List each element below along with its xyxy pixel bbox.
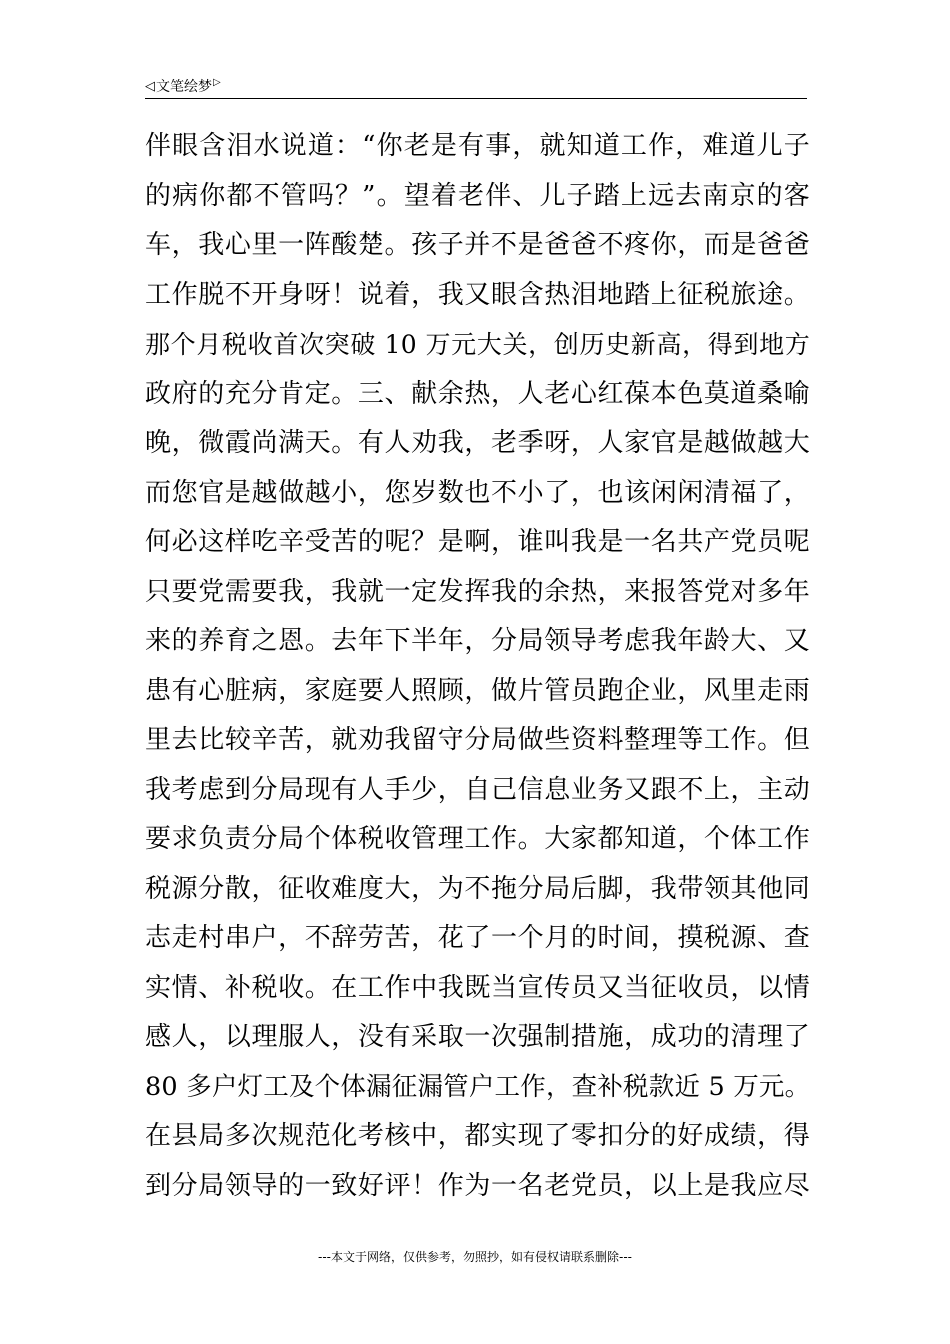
page-footer: ---本文于网络，仅供参考，勿照抄，如有侵权请联系删除---	[318, 1250, 632, 1264]
text-line: 到分局领导的一致好评！作为一名老党员，以上是我应尽	[145, 1170, 810, 1201]
body-text	[145, 122, 810, 1211]
right-triangle-icon: ▷	[213, 77, 221, 88]
text-line: 志走村串户，不辞劳苦，花了一个月的时间，摸税源、查	[145, 923, 810, 953]
text-line: 感人，以理服人，没有采取一次强制措施，成功的清理了	[145, 1022, 810, 1052]
left-triangle-icon: ◁	[145, 78, 155, 94]
text-line: 实情、补税收。在工作中我既当宣传员又当征收员，以情	[145, 972, 810, 1003]
text-line: 而您官是越做越小，您岁数也不小了，也该闲闲清福了，	[145, 477, 810, 508]
text-line: 在县局多次规范化考核中，都实现了零扣分的好成绩，得	[145, 1121, 810, 1151]
header-title: 文笔绘梦	[156, 79, 212, 95]
text-line: 税源分散，征收难度大，为不拖分局后脚，我带领其他同	[145, 873, 810, 904]
text-line: 要求负责分局个体税收管理工作。大家都知道，个体工作	[145, 824, 810, 854]
text-line: 车，我心里一阵酸楚。孩子并不是爸爸不疼你，而是爸爸	[145, 230, 810, 260]
text-line: 只要党需要我，我就一定发挥我的余热，来报答党对多年	[145, 576, 810, 607]
text-line: 伴眼含泪水说道：“你老是有事，就知道工作，难道儿子	[145, 131, 810, 161]
text-line: 里去比较辛苦，就劝我留守分局做些资料整理等工作。但	[145, 725, 810, 755]
header-brand	[145, 76, 221, 96]
text-line: 工作脱不开身呀！说着，我又眼含热泪地踏上征税旅途。	[145, 279, 810, 310]
text-line: 何必这样吃辛受苦的呢？是啊，谁叫我是一名共产党员呢	[145, 527, 810, 557]
text-line: 患有心脏病，家庭要人照顾，做片管员跑企业，风里走雨	[145, 675, 810, 706]
text-line: 晚，微霞尚满天。有人劝我，老季呀，人家官是越做越大	[145, 428, 810, 458]
text-line: 的病你都不管吗？”。望着老伴、儿子踏上远去南京的客	[145, 180, 810, 211]
text-line: 那个月税收首次突破 10 万元大关，创历史新高，得到地方	[145, 330, 810, 359]
text-line: 80 多户灯工及个体漏征漏管户工作，查补税款近 5 万元。	[145, 1071, 811, 1102]
text-line: 我考虑到分局现有人手少，自己信息业务又跟不上，主动	[145, 774, 810, 805]
text-line: 政府的充分肯定。三、献余热，人老心红葆本色莫道桑喻	[145, 378, 810, 409]
text-line: 来的养育之恩。去年下半年，分局领导考虑我年龄大、又	[145, 626, 810, 656]
page-header	[145, 74, 807, 99]
